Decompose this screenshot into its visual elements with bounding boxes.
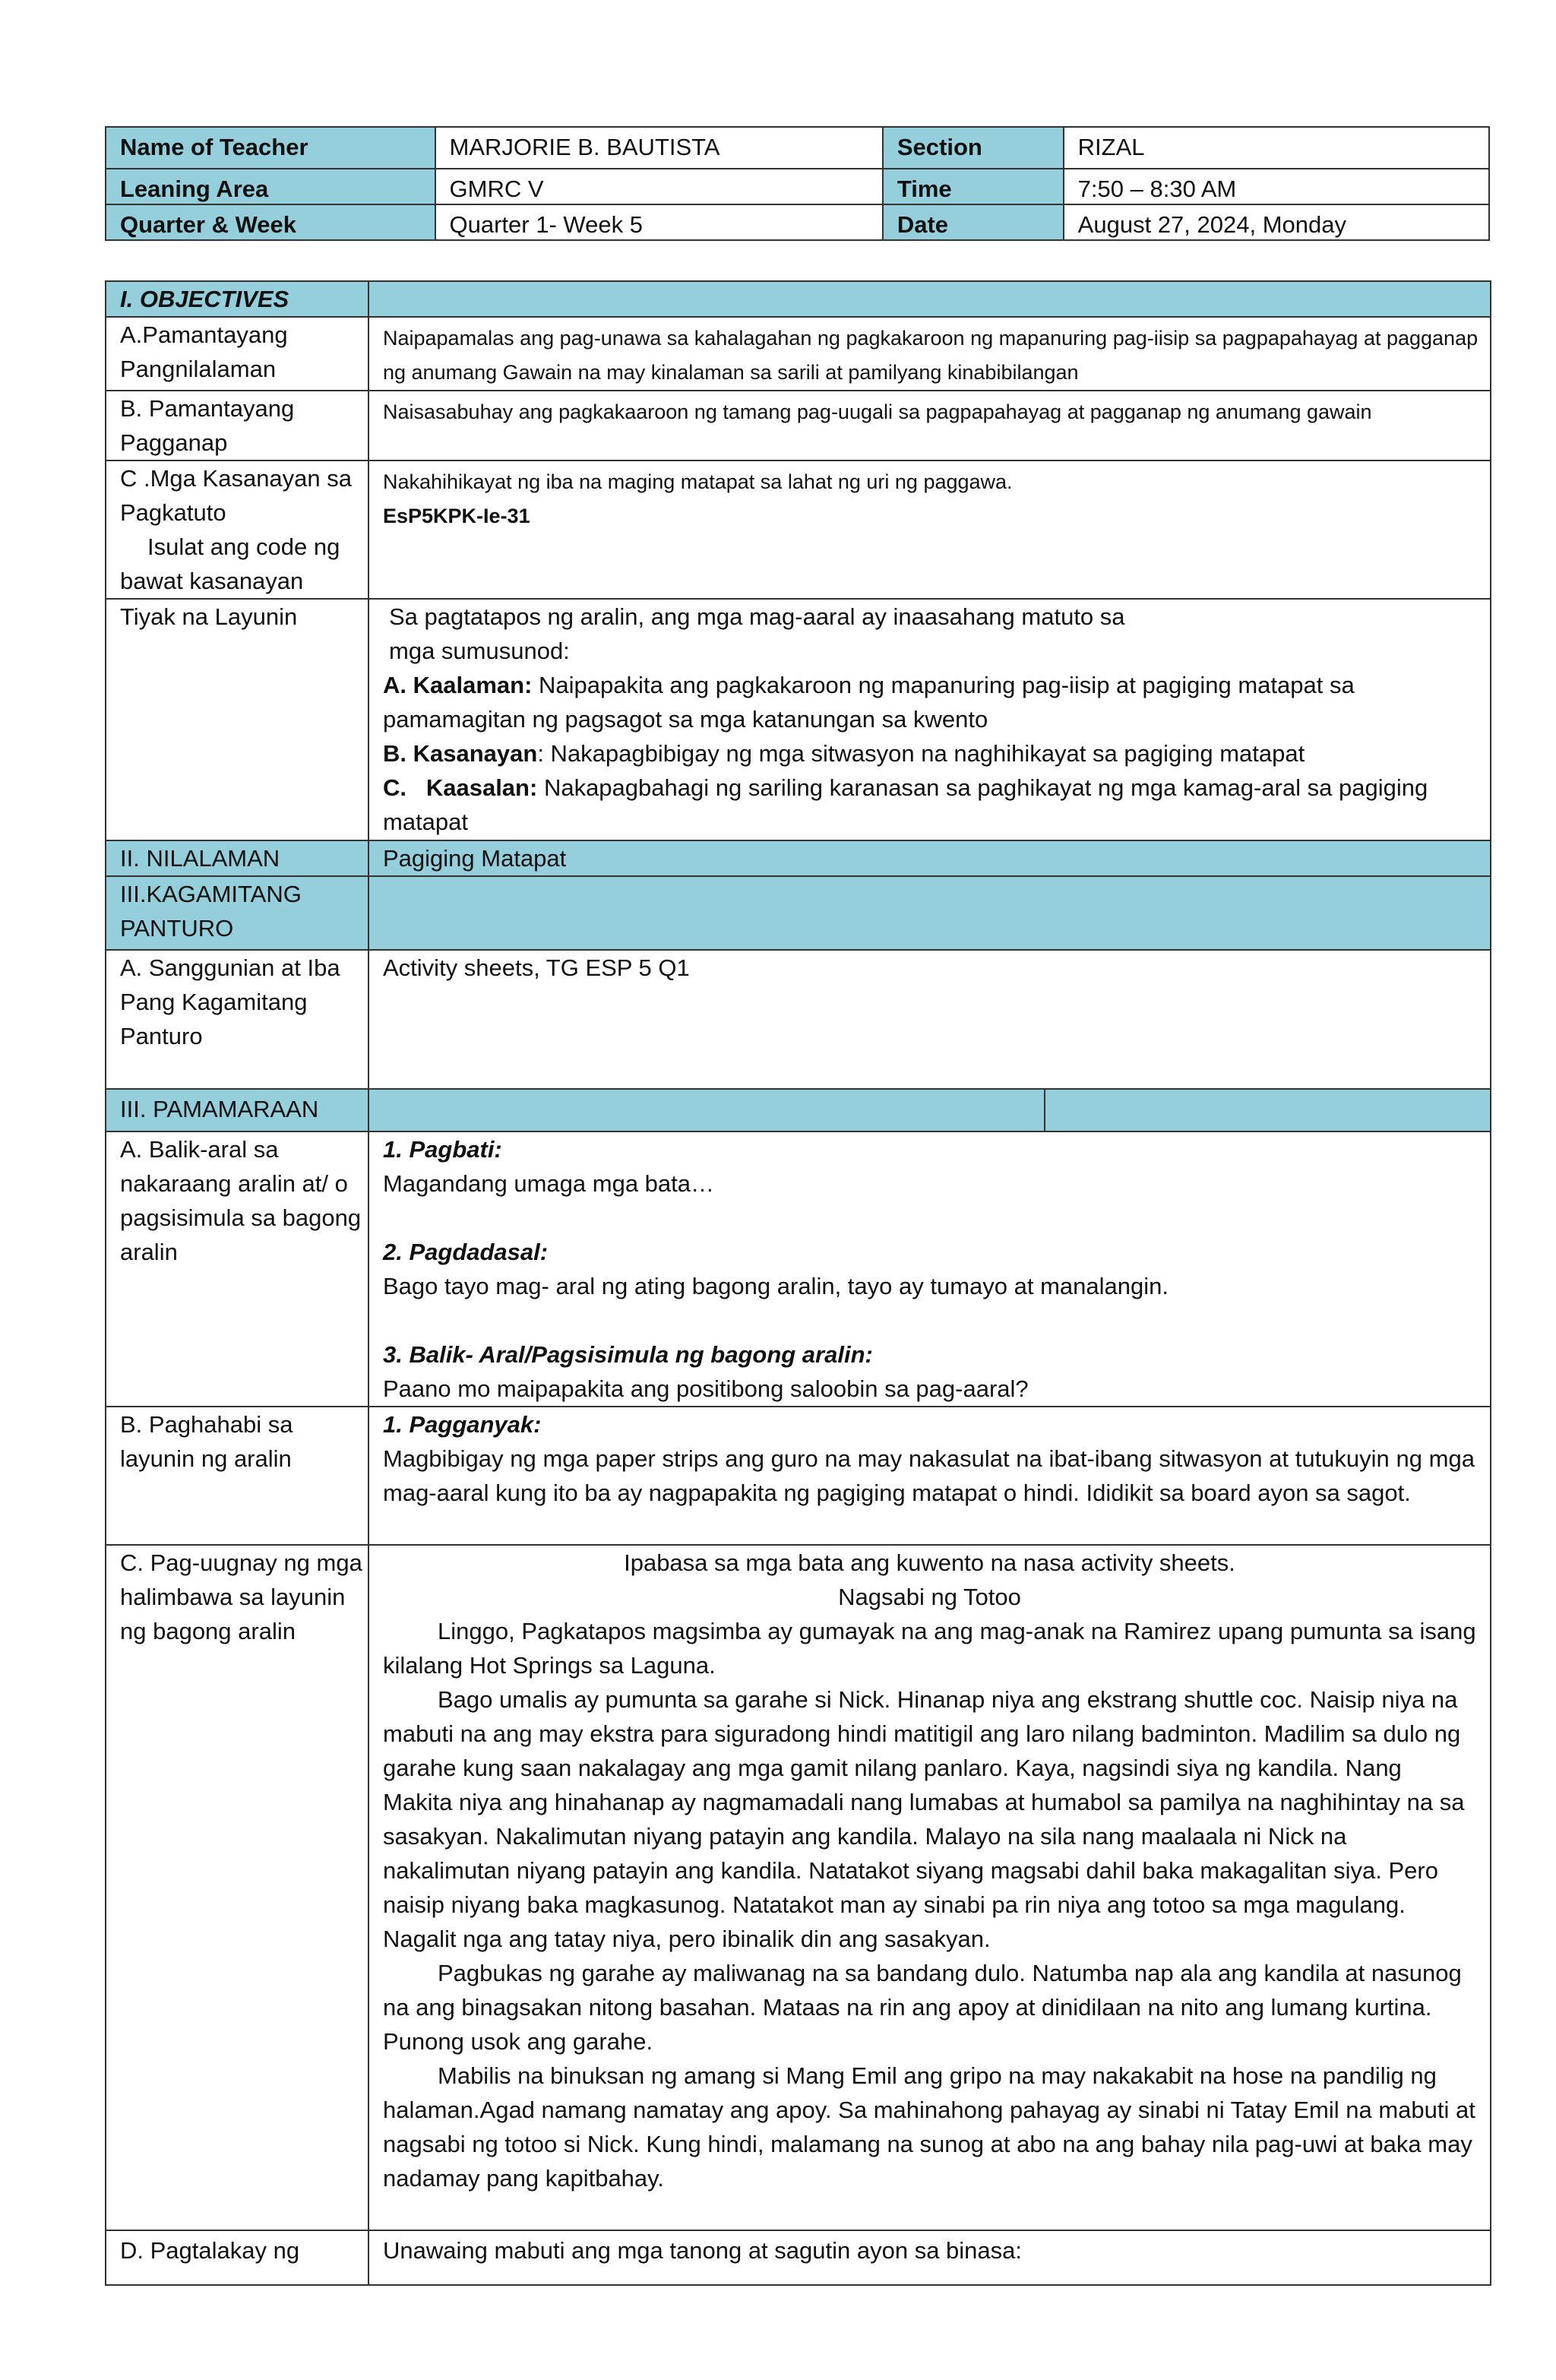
tiyak-na-layunin-label: Tiyak na Layunin xyxy=(106,599,368,840)
paghahabi-content xyxy=(368,1407,1491,1545)
story-paragraph: Mabilis na binuksan ng amang si Mang Emil ang gripo na may nakakabit na hose na pandilig ng halaman.Agad namang namatay ang apoy. Sa mahinahong pahayag ay sinabi ni Tatay Emil na mabuti at nagsabi ng totoo si Nick. Kung hindi, malamang na sunog at abo na ang bahay nila pag-uwi at baka may nadamay pang kapitbahay. xyxy=(383,2062,1475,2192)
header-row xyxy=(106,127,1489,169)
header-row xyxy=(106,204,1489,240)
objectives-heading-blank xyxy=(368,281,1491,317)
story-title: Nagsabi ng Totoo xyxy=(838,1584,1021,1610)
table-row xyxy=(106,2230,1491,2285)
nilalaman-label: II. NILALAMAN xyxy=(106,840,368,876)
lesson-header-table xyxy=(105,126,1490,241)
pag-uugnay-content xyxy=(368,1545,1491,2230)
kasanayan-obj-text: : Nakapagbibigay ng mga sitwasyon na naghihikayat sa pagiging matapat xyxy=(537,740,1305,767)
nilalaman-row xyxy=(106,840,1491,876)
header-row xyxy=(106,169,1489,204)
time-value: 7:50 – 8:30 AM xyxy=(1064,169,1489,204)
pamamaraan-blank-1 xyxy=(368,1089,1045,1131)
nilalaman-value: Pagiging Matapat xyxy=(368,840,1491,876)
kaalaman-label: A. Kaalaman: xyxy=(383,672,533,698)
kasanayan-label-note: Isulat ang code ng bawat kasanayan xyxy=(120,533,340,594)
objectives-heading: I. OBJECTIVES xyxy=(106,281,368,317)
story-intro: Ipabasa sa mga bata ang kuwento na nasa activity sheets. xyxy=(624,1549,1235,1576)
pagbati-text: Magandang umaga mga bata… xyxy=(383,1170,715,1197)
pagtalakay-text: Unawaing mabuti ang mga tanong at sagutin ayon sa binasa: xyxy=(368,2230,1491,2285)
section-value: RIZAL xyxy=(1064,127,1489,169)
learning-area-label: Leaning Area xyxy=(106,169,435,204)
quarter-value: Quarter 1- Week 5 xyxy=(435,204,883,240)
story-paragraph: Linggo, Pagkatapos magsimba ay gumayak na ang mag-anak na Ramirez upang pumunta sa isang kilalang Hot Springs sa Laguna. xyxy=(383,1618,1476,1679)
pagtalakay-label: D. Pagtalakay ng xyxy=(106,2230,368,2285)
learning-area-value: GMRC V xyxy=(435,169,883,204)
balik-aral-content xyxy=(368,1131,1491,1407)
story-paragraph: Bago umalis ay pumunta sa garahe si Nick. Hinanap niya ang ekstrang shuttle coc. Naisip niya na mabuti na ang may ekstra para siguradong hindi matitigil ang laro nilang badminton. Madilim sa dulo ng garahe kung saan nakalagay ang mga gamit nilang panlaro. Kaya, nagsindi siya ng kandila. Nang Makita niya ang hinahanap ay nagmamadali nang lumabas at humabol sa pamilya na naghihintay na sa sasakyan. Nakalimutan niyang patayin ang kandila. Malayo na sila nang maalaala ni Nick na nakalimutan niyang patayin ang kandila. Natatakot siyang magsabi dahil baka makagalitan siya. Pero naisip niyang baka magkasunog. Natatakot man ay sinabi pa rin niya ang totoo sa mga magulang. Nagalit nga ang tatay niya, pero ibinalik din ang sasakyan. xyxy=(383,1686,1465,1952)
table-row xyxy=(106,1407,1491,1545)
kagamitan-label: III.KAGAMITANG PANTURO xyxy=(106,876,368,950)
balik-aral-label: A. Balik-aral sa nakaraang aralin at/ o pagsisimula sa bagong aralin xyxy=(106,1131,368,1407)
balik-aral-text: Paano mo maipapakita ang positibong saloobin sa pag-aaral? xyxy=(383,1375,1029,1402)
balik-aral-title: 3. Balik- Aral/Pagsisimula ng bagong aralin: xyxy=(383,1341,873,1368)
pagdadasal-title: 2. Pagdadasal: xyxy=(383,1239,549,1265)
pamantayang-pagganap-text: Naisasabuhay ang pagkakaaroon ng tamang pag-uugali sa pagpapahayag at pagganap ng anumang gawain xyxy=(368,391,1491,460)
pagganyak-title: 1. Pagganyak: xyxy=(383,1411,542,1438)
kaasalan-text: Nakapagbahagi ng sariling karanasan sa paghikayat ng mga kamag-aral sa pagiging matapat xyxy=(383,774,1428,835)
pamamaraan-blank-2 xyxy=(1045,1089,1491,1131)
kagamitan-heading-row xyxy=(106,876,1491,950)
kasanayan-label-line: C .Mga Kasanayan sa Pagkatuto xyxy=(120,465,353,526)
kaasalan-label: C. Kaasalan: xyxy=(383,774,538,801)
kasanayan-code: EsP5KPK-Ie-31 xyxy=(383,505,530,527)
pamantayang-pangnilalaman-text: Naipapamalas ang pag-unawa sa kahalagahan ng pagkakaroon ng mapanuring pag-iisip sa pagpapahayag at pagganap ng anumang Gawain na may kinalaman sa sarili at pamilyang kinabibilangan xyxy=(368,317,1491,391)
pagganyak-text: Magbibigay ng mga paper strips ang guro na may nakasulat na ibat-ibang sitwasyon at tutukuyin ng mga mag-aaral kung ito ba ay nagpapakita ng pagiging matapat o hindi. Ididikit sa board ayon sa sagot. xyxy=(383,1445,1475,1506)
teacher-value: MARJORIE B. BAUTISTA xyxy=(435,127,883,169)
pamamaraan-heading-row xyxy=(106,1089,1491,1131)
kasanayan-text xyxy=(368,460,1491,599)
pamantayang-pagganap-label: B. Pamantayang Pagganap xyxy=(106,391,368,460)
section-label: Section xyxy=(883,127,1064,169)
table-row xyxy=(106,460,1491,599)
kagamitan-blank xyxy=(368,876,1491,950)
date-value: August 27, 2024, Monday xyxy=(1064,204,1489,240)
kaalaman-text: Naipapakita ang pagkakaroon ng mapanuring pag-iisip at pagiging matapat sa pamamagitan ng pagsagot sa mga katanungan sa kwento xyxy=(383,672,1355,733)
teacher-label: Name of Teacher xyxy=(106,127,435,169)
kasanayan-label xyxy=(106,460,368,599)
lesson-plan-table xyxy=(105,280,1491,2286)
table-row xyxy=(106,1545,1491,2230)
table-row xyxy=(106,317,1491,391)
date-label: Date xyxy=(883,204,1064,240)
kaalaman-line xyxy=(383,668,1490,736)
tiyak-intro: Sa pagtatapos ng aralin, ang mga mag-aaral ay inaasahang matuto sa mga sumusunod: xyxy=(389,603,1125,664)
time-label: Time xyxy=(883,169,1064,204)
pamantayang-pangnilalaman-label: A.Pamantayang Pangnilalaman xyxy=(106,317,368,391)
kaasalan-line xyxy=(383,771,1490,839)
pamamaraan-label: III. PAMAMARAAN xyxy=(106,1089,368,1131)
table-row xyxy=(106,1131,1491,1407)
quarter-label: Quarter & Week xyxy=(106,204,435,240)
kasanayan-description: Nakahihikayat ng iba na maging matapat sa lahat ng uri ng paggawa. xyxy=(383,470,1013,493)
objectives-heading-row xyxy=(106,281,1491,317)
pagdadasal-text: Bago tayo mag- aral ng ating bagong aralin, tayo ay tumayo at manalangin. xyxy=(383,1273,1169,1299)
story-paragraph: Pagbukas ng garahe ay maliwanag na sa bandang dulo. Natumba nap ala ang kandila at nasunog na ang binagsakan nitong basahan. Mataas na rin ang apoy at dinidilaan na nito ang lumang kurtina. Punong usok ang garahe. xyxy=(383,1960,1462,2055)
tiyak-na-layunin-content xyxy=(368,599,1491,840)
table-row xyxy=(106,599,1491,840)
kasanayan-obj-label: B. Kasanayan xyxy=(383,740,538,767)
table-row xyxy=(106,391,1491,460)
sanggunian-value: Activity sheets, TG ESP 5 Q1 xyxy=(368,950,1491,1089)
sanggunian-label: A. Sanggunian at Iba Pang Kagamitang Panturo xyxy=(106,950,368,1089)
pag-uugnay-label: C. Pag-uugnay ng mga halimbawa sa layunin ng bagong aralin xyxy=(106,1545,368,2230)
kasanayan-line xyxy=(383,736,1490,771)
pagbati-title: 1. Pagbati: xyxy=(383,1136,502,1163)
table-row xyxy=(106,950,1491,1089)
paghahabi-label: B. Paghahabi sa layunin ng aralin xyxy=(106,1407,368,1545)
